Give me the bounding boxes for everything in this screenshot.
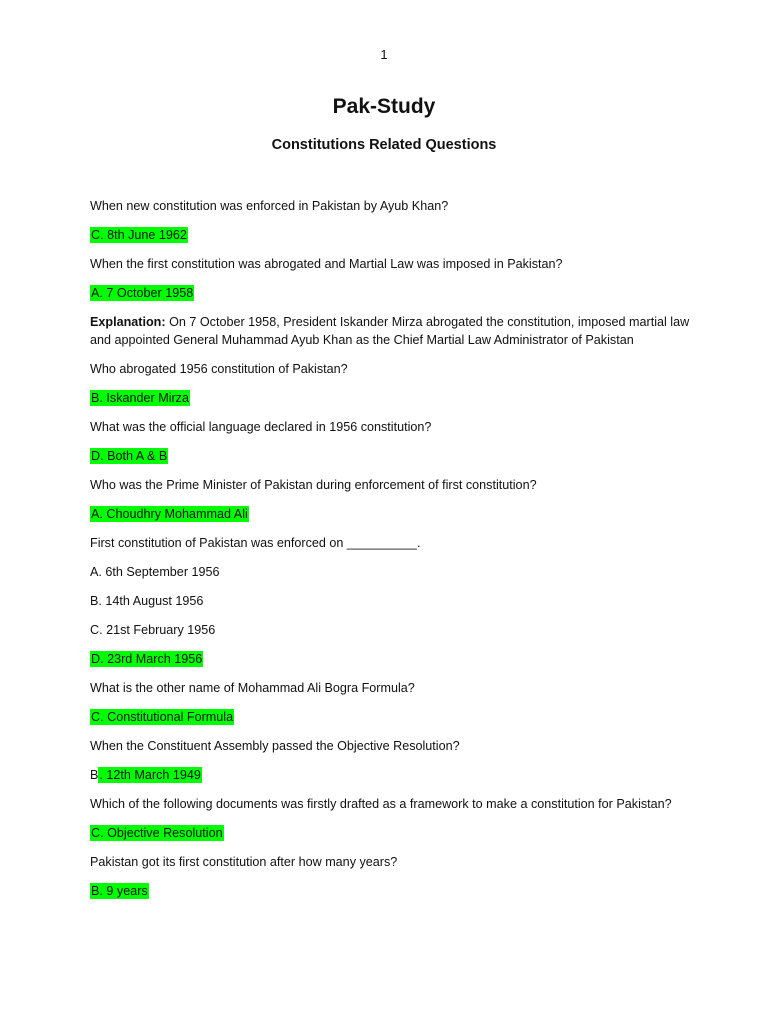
answer-highlight: . 12th March 1949 — [99, 768, 201, 782]
question-3: Who abrogated 1956 constitution of Pakistan? — [90, 362, 348, 376]
answer-7 — [90, 708, 690, 726]
option-b: B. 14th August 1956 — [90, 594, 204, 608]
question-5: Who was the Prime Minister of Pakistan during enforcement of first constitution? — [90, 478, 537, 492]
answer-8 — [90, 766, 690, 784]
question-7: What is the other name of Mohammad Ali Bogra Formula? — [90, 681, 415, 695]
question-9: Which of the following documents was firstly drafted as a framework to make a constitution for Pakistan? — [90, 797, 672, 811]
answer-2 — [90, 284, 690, 302]
answer-highlight: A. Choudhry Mohammad Ali — [91, 507, 248, 521]
question-1: When new constitution was enforced in Pakistan by Ayub Khan? — [90, 199, 449, 213]
explanation-label: Explanation: — [90, 315, 166, 329]
page-number: 1 — [380, 47, 388, 62]
option-a: A. 6th September 1956 — [90, 565, 220, 579]
question-2: When the first constitution was abrogated and Martial Law was imposed in Pakistan? — [90, 257, 563, 271]
explanation — [90, 313, 690, 349]
answer-3 — [90, 389, 690, 407]
answer-prefix: B — [90, 768, 99, 782]
question-6: First constitution of Pakistan was enforced on __________. — [90, 536, 421, 550]
answer-highlight: C. Constitutional Formula — [91, 710, 234, 724]
answer-4 — [90, 447, 690, 465]
page-title: Pak-Study — [332, 95, 436, 118]
explanation-text: On 7 October 1958, President Iskander Mirza abrogated the constitution, imposed martial law and appointed General Muhammad Ayub Khan as the Chief Martial Law Administrator of Pakistan — [90, 315, 690, 347]
answer-highlight: D. 23rd March 1956 — [91, 652, 203, 666]
answer-highlight: B. 9 years — [91, 884, 148, 898]
answer-9 — [90, 824, 690, 842]
option-c: C. 21st February 1956 — [90, 623, 216, 637]
answer-highlight: C. 8th June 1962 — [91, 228, 187, 242]
answer-1 — [90, 226, 690, 244]
answer-highlight: D. Both A & B — [91, 449, 168, 463]
answer-highlight: C. Objective Resolution — [91, 826, 223, 840]
question-10: Pakistan got its first constitution after how many years? — [90, 855, 398, 869]
answer-6 — [90, 650, 690, 668]
answer-5 — [90, 505, 690, 523]
question-list — [90, 197, 690, 911]
question-8: When the Constituent Assembly passed the Objective Resolution? — [90, 739, 460, 753]
page-subtitle: Constitutions Related Questions — [271, 137, 497, 153]
question-4: What was the official language declared in 1956 constitution? — [90, 420, 432, 434]
answer-10 — [90, 882, 690, 900]
answer-highlight: A. 7 October 1958 — [91, 286, 194, 300]
answer-highlight: B. Iskander Mirza — [91, 391, 189, 405]
